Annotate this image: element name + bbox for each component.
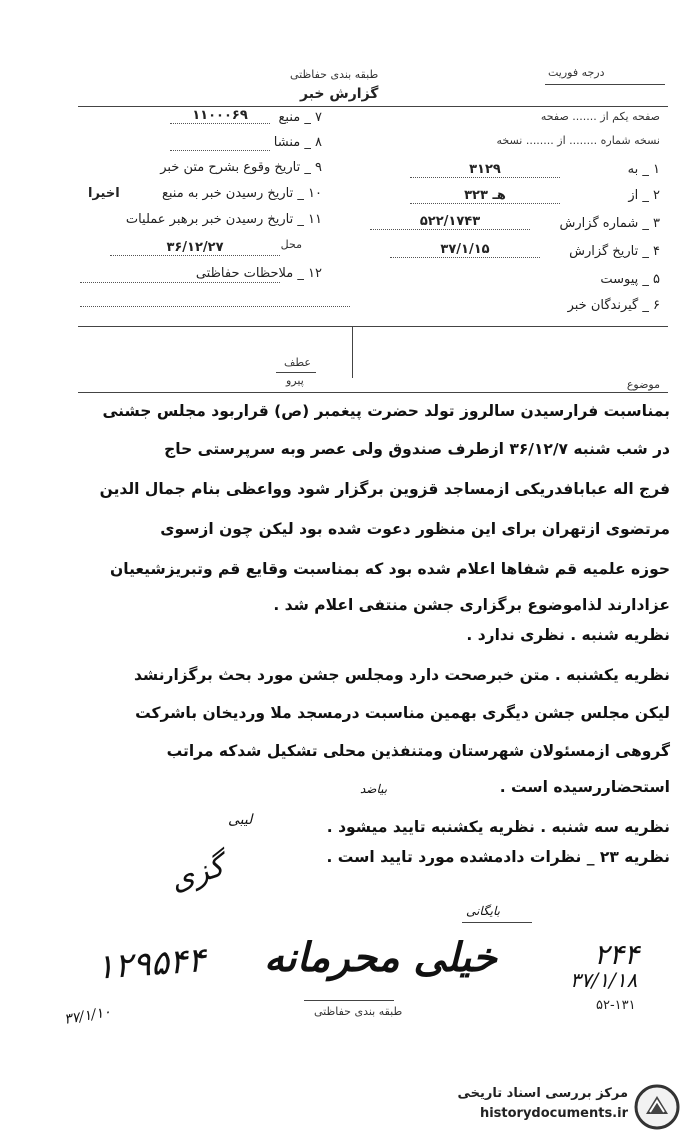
body-line-5: حوزه علمیه قم شفاها اعلام شده بود که بمناسبت وقایع قم وتبریزشیعیان: [110, 560, 670, 578]
to-label: ۱ _ به: [627, 162, 660, 177]
body-line-6: عزادارند لذاموضوع برگزاری جشن منتفی اعلام شد .: [273, 596, 670, 614]
opinion-sunday-3: گروهی ازمسئولان شهرستان ومتنفذین محلی تشکیل شدکه مراتب: [166, 742, 670, 760]
form-bottom-rule: [78, 326, 668, 327]
header-rule: [78, 106, 668, 107]
to-value: ۳۱۲۹: [410, 162, 560, 178]
marginal-rule: [276, 372, 316, 373]
hand-sig-line: [462, 922, 532, 923]
hand-side-note: گزی: [165, 848, 229, 899]
opinion-sunday-1: نظریه یکشنبه . متن خبرصحت دارد ومجلس جشن مورد بحث برگزارنشد: [133, 666, 670, 684]
body-line-2: در شب شنبه ۳۶/۱۲/۷ ازطرف صندوق ولی عصر وبه سرپرستی حاج: [164, 440, 670, 458]
hand-right-num: ۲۴۴: [594, 938, 640, 971]
body-line-1: بمناسبت فرارسیدن سالروز تولد حضرت پیغمبر (ص) قراربود مجلس جشنی: [102, 402, 670, 420]
hand-stamp: خیلی محرمانه: [264, 934, 497, 981]
security-notes-dots: [80, 282, 280, 283]
receipt-source-label: ۱۰ _ تاریخ رسیدن خبر به منبع: [161, 186, 322, 201]
urgency-underline: [545, 84, 665, 85]
event-date-label: ۹ _ تاریخ وقوع بشرح متن خبر: [160, 160, 322, 175]
center-divider: [352, 326, 353, 378]
body-line-3: فرج اله عبابافدریکی ازمساجد قزوین برگزار شود وواعظی بنام جمال الدین: [99, 480, 670, 498]
classification-bottom: طبقه بندی حفاظتی: [314, 1005, 403, 1018]
body-line-4: مرتضوی ازتهران برای این منظور دعوت شده بود لیکن چون ازسوی: [160, 520, 670, 538]
subject-rule: [78, 392, 668, 393]
page-line: صفحه یکم از ....... صفحه: [540, 110, 660, 123]
security-notes-label: ۱۲ _ ملاحظات حفاظتی: [195, 266, 322, 281]
report-date-value: ۳۷/۱/۱۵: [390, 242, 540, 258]
subject-label: موضوع: [626, 378, 660, 391]
report-number-label: ۳ _ شماره گزارش: [559, 216, 660, 231]
hand-sig-small: بایگانی: [466, 904, 500, 918]
opinion-sunday-4: استحضاررسیده است .: [499, 778, 670, 796]
watermark-org: مرکز بررسی اسناد تاریخی: [457, 1086, 628, 1101]
sign-small: لیبی: [228, 812, 253, 828]
watermark-url: historydocuments.ir: [479, 1106, 628, 1121]
attachment-label: ۵ _ پیوست: [600, 272, 660, 287]
origin-dots: [170, 150, 270, 151]
security-notes-dots-2: [80, 306, 350, 307]
origin-label: ۸ _ منشا: [273, 135, 322, 150]
hand-left-small: ۳۷/۱/۱۰: [62, 1004, 113, 1028]
hand-number: ۱۲۹۵۴۴: [94, 940, 207, 988]
marginal-top: عطف: [284, 356, 311, 369]
marginal-bottom: پیرو: [286, 374, 304, 387]
opinion-23: نظریه ۲۳ _ نظرات دادمشده مورد تایید است .: [326, 848, 670, 866]
receipt-source-value: اخیرا: [88, 186, 120, 201]
opinion-sunday-2: لیکن مجلس جشن دیگری بهمین مناسبت درمسجد ملا وردیخان باشرکت: [135, 704, 670, 722]
note-small: بیاضد: [360, 782, 388, 796]
watermark: [420, 1084, 690, 1132]
footer-rule: [304, 1000, 394, 1001]
receipt-ops-label: ۱۱ _ تاریخ رسیدن خبر برهبر عملیات: [125, 212, 322, 227]
source-label: ۷ _ منبع: [278, 110, 322, 125]
hand-date: ۳۷/۱/۱۸: [570, 968, 638, 992]
report-number-value: ۵۲۲/۱۷۴۳: [370, 214, 530, 230]
copy-line: نسخه شماره ........ از ........ نسخه: [496, 134, 660, 147]
from-label: ۲ _ از: [628, 188, 660, 203]
report-date-label: ۴ _ تاریخ گزارش: [569, 244, 660, 259]
classification-top: طبقه بندی حفاظتی: [290, 68, 379, 81]
source-value: ۱۱۰۰۰۶۹: [170, 108, 270, 124]
receipt-ops-value: ۳۶/۱۲/۲۷: [110, 240, 280, 256]
opinion-tuesday: نظریه سه شنبه . نظریه یکشنبه تایید میشود .: [326, 818, 670, 836]
report-title: گزارش خبر: [300, 86, 379, 102]
from-value: ۳۲۳ هـ: [410, 188, 560, 204]
opinion-saturday: نظریه شنبه . نظری ندارد .: [466, 626, 670, 644]
book-logo-icon: [634, 1084, 680, 1130]
urgency-label: درجه فوریت: [548, 66, 605, 79]
place-label: محل: [280, 238, 302, 251]
recipients-label: ۶ _ گیرندگان خبر: [567, 298, 660, 313]
form-code: ۵۲-۱۳۱: [596, 998, 636, 1013]
